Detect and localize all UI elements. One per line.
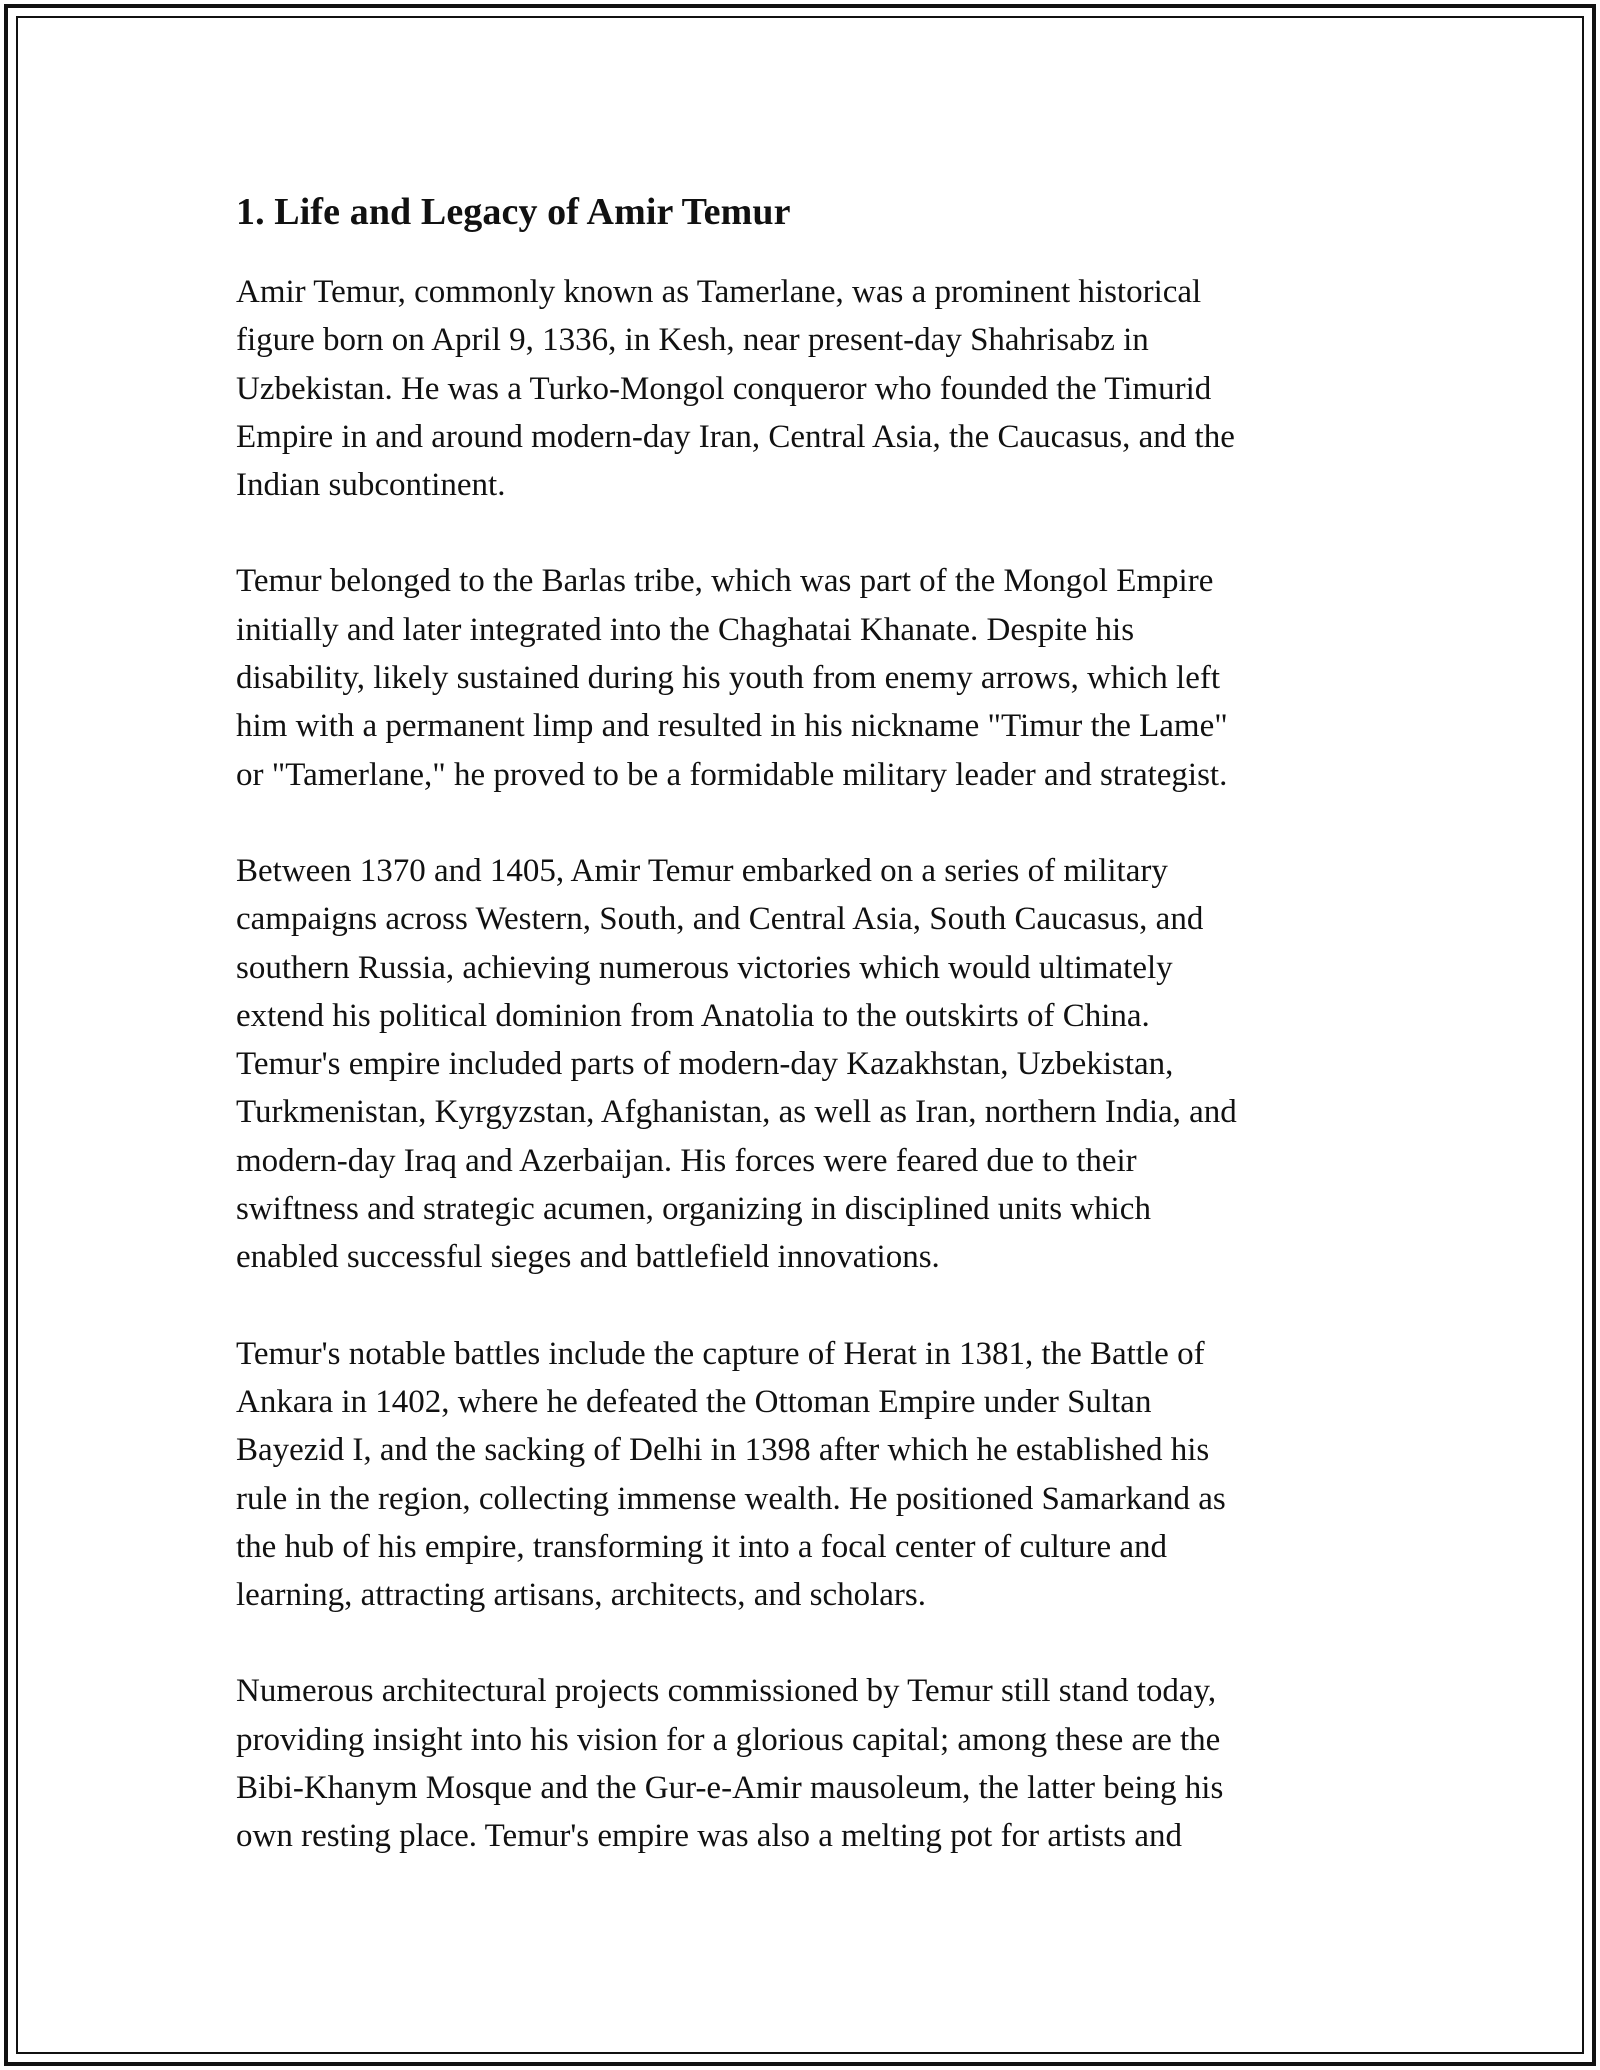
- paragraph-line: Temur's empire included parts of modern-day Kazakhstan, Uzbekistan,: [236, 1046, 1174, 1083]
- paragraph-line: the hub of his empire, transforming it into a focal center of culture and: [236, 1528, 1168, 1565]
- paragraph-line: providing insight into his vision for a glorious capital; among these are the: [236, 1721, 1221, 1758]
- paragraph-line: rule in the region, collecting immense wealth. He positioned Samarkand as: [236, 1480, 1226, 1517]
- paragraph-line: Temur belonged to the Barlas tribe, which was part of the Mongol Empire: [236, 563, 1214, 600]
- paragraph-line: Bayezid I, and the sacking of Delhi in 1398 after which he established his: [236, 1432, 1210, 1469]
- paragraph-line: Ankara in 1402, where he defeated the Ottoman Empire under Sultan: [236, 1383, 1152, 1420]
- paragraph-5: [236, 1667, 1366, 1860]
- paragraph-line: extend his political dominion from Anatolia to the outskirts of China.: [236, 997, 1150, 1034]
- paragraph-3: [236, 847, 1366, 1282]
- paragraph-line: Indian subcontinent.: [236, 467, 506, 504]
- paragraph-line: Numerous architectural projects commissioned by Temur still stand today,: [236, 1673, 1217, 1710]
- paragraph-line: southern Russia, achieving numerous victories which would ultimately: [236, 949, 1173, 986]
- paragraph-line: own resting place. Temur's empire was also a melting pot for artists and: [236, 1818, 1183, 1855]
- paragraph-line: figure born on April 9, 1336, in Kesh, near present-day Shahrisabz in: [236, 322, 1149, 359]
- paragraph-line: disability, likely sustained during his youth from enemy arrows, which left: [236, 660, 1221, 697]
- paragraph-2: [236, 557, 1366, 798]
- paragraph-line: swiftness and strategic acumen, organizing in disciplined units which: [236, 1191, 1151, 1228]
- paragraph-line: Between 1370 and 1405, Amir Temur embarked on a series of military: [236, 852, 1168, 889]
- paragraph-line: him with a permanent limp and resulted in his nickname "Timur the Lame": [236, 708, 1228, 745]
- paragraph-line: modern-day Iraq and Azerbaijan. His forces were feared due to their: [236, 1142, 1137, 1179]
- section-title: 1. Life and Legacy of Amir Temur: [236, 191, 791, 233]
- paragraph-line: initially and later integrated into the Chaghatai Khanate. Despite his: [236, 611, 1135, 648]
- paragraph-1: [236, 268, 1366, 509]
- document-body: [236, 186, 1366, 1909]
- paragraph-line: Bibi-Khanym Mosque and the Gur-e-Amir mausoleum, the latter being his: [236, 1770, 1224, 1807]
- paragraph-line: Amir Temur, commonly known as Tamerlane, was a prominent historical: [236, 274, 1202, 310]
- paragraph-line: Turkmenistan, Kyrgyzstan, Afghanistan, as well as Iran, northern India, and: [236, 1094, 1237, 1131]
- paragraph-line: Empire in and around modern-day Iran, Central Asia, the Caucasus, and the: [236, 418, 1235, 455]
- paragraph-line: Temur's notable battles include the capture of Herat in 1381, the Battle of: [236, 1335, 1205, 1372]
- paragraph-line: Uzbekistan. He was a Turko-Mongol conqueror who founded the Timurid: [236, 370, 1212, 407]
- paragraph-line: learning, attracting artisans, architects, and scholars.: [236, 1577, 926, 1614]
- paragraph-4: [236, 1330, 1366, 1620]
- paragraph-line: campaigns across Western, South, and Central Asia, South Caucasus, and: [236, 901, 1204, 938]
- paragraph-line: or "Tamerlane," he proved to be a formidable military leader and strategist.: [236, 756, 1228, 793]
- paragraph-line: enabled successful sieges and battlefield innovations.: [236, 1239, 940, 1276]
